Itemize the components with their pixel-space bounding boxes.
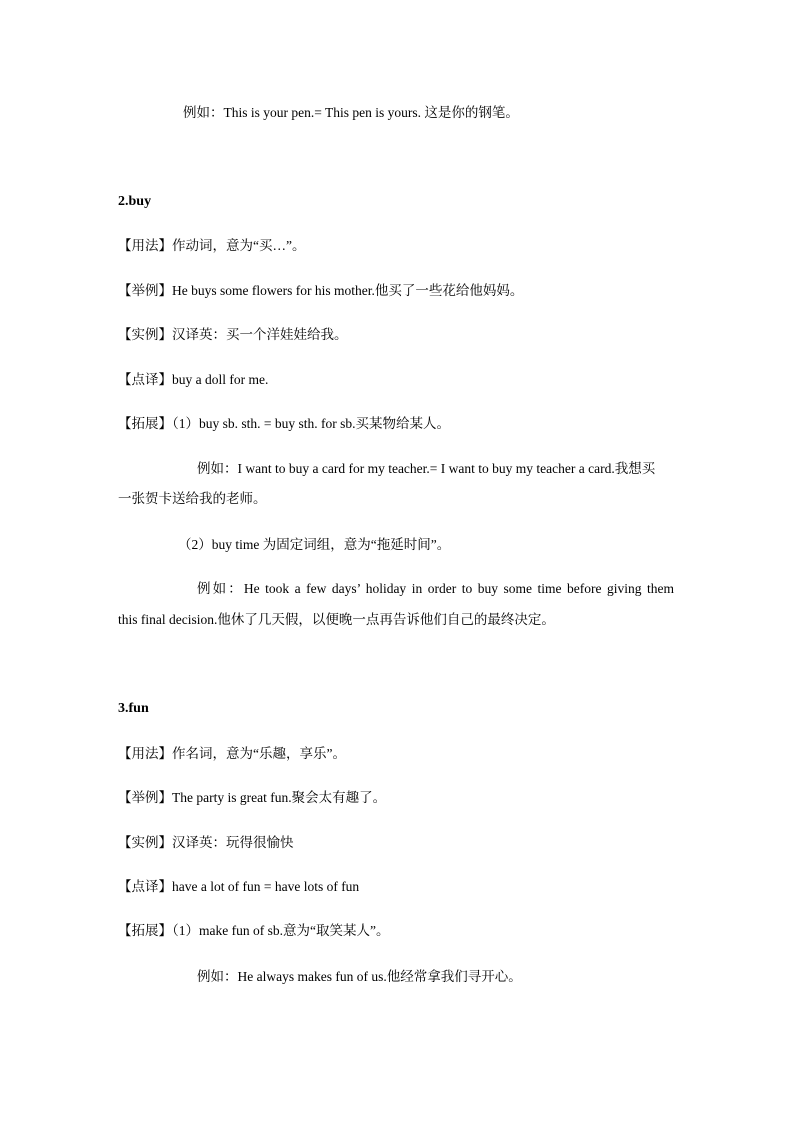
section-heading-buy: 2.buy <box>118 194 152 209</box>
buy-extension-1: 【拓展】（1）buy sb. sth. = buy sth. for sb.买某物给某人。 <box>118 416 450 431</box>
buy-extension-2-example-cont: this final decision.他休了几天假，以便晚一点再告诉他们自己的最终决定。 <box>118 612 555 627</box>
buy-example: 【举例】He buys some flowers for his mother.他买了一些花给他妈妈。 <box>118 283 524 298</box>
buy-extension-1-example-cont: 一张贺卡送给我的老师。 <box>118 491 267 506</box>
section-heading-fun: 3.fun <box>118 701 149 716</box>
example-sentence-pen: 例如：This is your pen.= This pen is yours. 这是你的钢笔。 <box>183 105 519 120</box>
fun-example: 【举例】The party is great fun.聚会太有趣了。 <box>118 790 387 805</box>
buy-usage: 【用法】作动词，意为“买…”。 <box>118 238 306 253</box>
fun-exercise: 【实例】汉译英：玩得很愉快 <box>118 835 294 850</box>
buy-extension-1-example: 例如：I want to buy a card for my teacher.= I want to buy my teacher a card.我想买 <box>197 461 656 476</box>
buy-extension-2-example <box>197 580 674 598</box>
fun-extension-1-example: 例如：He always makes fun of us.他经常拿我们寻开心。 <box>197 969 522 984</box>
buy-extension-2: （2）buy time 为固定词组，意为“拖延时间”。 <box>178 537 451 552</box>
buy-exercise: 【实例】汉译英：买一个洋娃娃给我。 <box>118 327 348 342</box>
buy-extension-2-example-text: 例如：He took a few days’ holiday in order to buy some time before giving them <box>197 581 674 596</box>
fun-answer: 【点译】have a lot of fun = have lots of fun <box>118 879 360 894</box>
fun-extension-1: 【拓展】（1）make fun of sb.意为“取笑某人”。 <box>118 923 390 938</box>
fun-usage: 【用法】作名词，意为“乐趣，享乐”。 <box>118 746 346 761</box>
buy-answer: 【点译】buy a doll for me. <box>118 372 269 387</box>
